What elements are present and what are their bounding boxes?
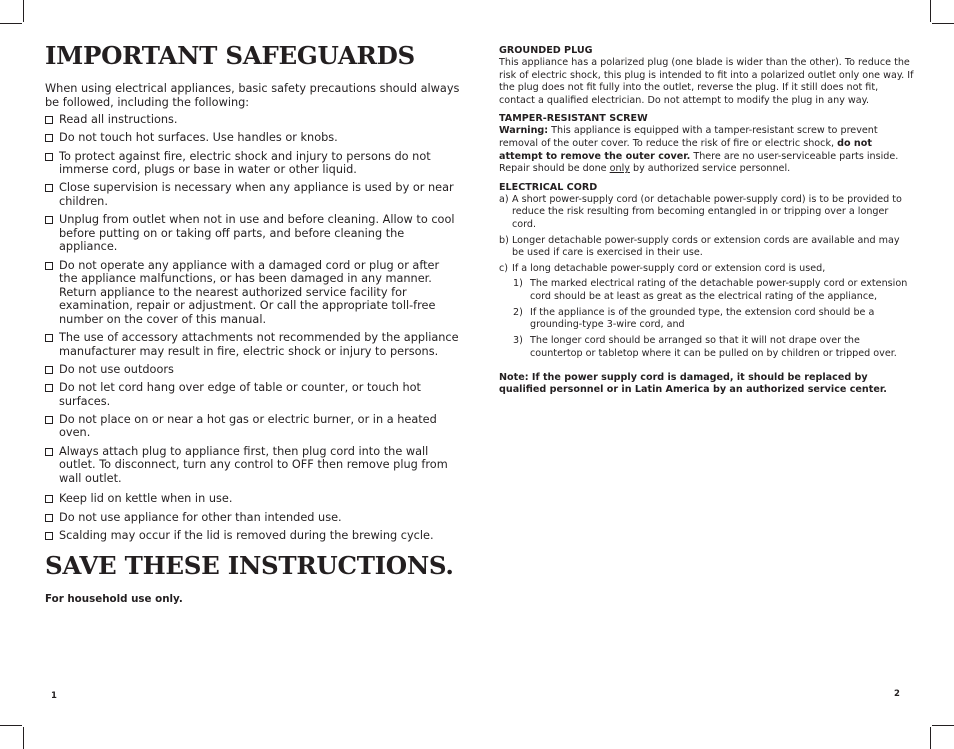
list-item: Always attach plug to appliance first, then plug cord into the wall outlet. To disconnect, turn any control to OFF then remove plug from wall outlet. — [45, 445, 460, 486]
checkbox-icon — [45, 134, 53, 142]
list-item: To protect against fire, electric shock and injury to persons do not immerse cord, plugs or base in water or other liquid. — [45, 150, 460, 177]
list-item: Close supervision is necessary when any appliance is used by or near children. — [45, 181, 460, 208]
checkbox-icon — [45, 532, 53, 540]
page-number-right: 2 — [894, 689, 900, 699]
cord-list — [499, 194, 914, 276]
checkbox-icon — [45, 184, 53, 192]
crop-mark-bottom-left-v — [23, 727, 24, 749]
list-item: 2) If the appliance is of the grounded type, the extension cord should be a grounding-type 3-wire cord, and — [513, 306, 875, 331]
checkbox-icon — [45, 495, 53, 503]
safeguards-title: IMPORTANT SAFEGUARDS — [45, 41, 415, 70]
list-item: Keep lid on kettle when in use. — [45, 492, 460, 506]
crop-mark-top-right-v — [930, 0, 931, 22]
list-item: 1) The marked electrical rating of the detachable power-supply cord or extension cord should be at least as great as the electrical rating of the appliance, — [513, 278, 908, 302]
safeguards-intro: When using electrical appliances, basic safety precautions should always be followed, including the following: — [45, 82, 460, 109]
checkbox-icon — [45, 216, 53, 224]
tamper-screw-title: TAMPER-RESISTANT SCREW — [499, 113, 648, 125]
electrical-cord-title: ELECTRICAL CORD — [499, 181, 598, 193]
list-item: Do not use outdoors — [45, 363, 460, 377]
crop-mark-bottom-right-h — [932, 725, 954, 726]
left-page — [45, 40, 460, 605]
checkbox-icon — [45, 416, 53, 424]
crop-mark-top-right-h — [932, 23, 954, 24]
list-item: Do not place on or near a hot gas or electric burner, or in a heated oven. — [45, 413, 460, 440]
checkbox-icon — [45, 116, 53, 124]
list-item: Unplug from outlet when not in use and before cleaning. Allow to cool before putting on or taking off parts, and before cleaning the appliance. — [45, 213, 460, 254]
crop-mark-bottom-right-v — [930, 727, 931, 749]
tamper-bold-warning: do not attempt to remove the outer cover. — [499, 137, 872, 162]
crop-mark-bottom-left-h — [0, 725, 22, 726]
page-number-left: 1 — [51, 691, 57, 701]
list-item: Scalding may occur if the lid is removed during the brewing cycle. — [45, 529, 460, 543]
crop-mark-top-left-v — [23, 0, 24, 22]
underlined-only: only — [609, 163, 630, 175]
crop-mark-top-left-h — [0, 23, 22, 24]
list-item: 3) The longer cord should be arranged so that it will not drape over the countertop or tabletop where it can be pulled on by children or tripped over. — [513, 335, 897, 360]
list-item: Do not use appliance for other than intended use. — [45, 511, 460, 525]
grounded-plug-title: GROUNDED PLUG — [499, 45, 593, 56]
grounded-plug-text: This appliance has a polarized plug (one blade is wider than the other). To reduce the risk of electric shock, this plug is intended to fit into a polarized outlet only one way. If the plug does not fit fully into the outlet, reverse the plug. If it still does not fit, contact a qualified electrician. Do not attempt to modify the plug in any way. — [499, 57, 914, 106]
checkbox-icon — [45, 514, 53, 522]
list-item: Do not let cord hang over edge of table or counter, or touch hot surfaces. — [45, 381, 460, 408]
safeguards-list — [45, 113, 460, 542]
checkbox-icon — [45, 153, 53, 161]
checkbox-icon — [45, 262, 53, 270]
checkbox-icon — [45, 334, 53, 342]
list-item: a) A short power-supply cord (or detachable power-supply cord) is to be provided to reduce the risk resulting from becoming entangled in or tripping over a longer cord. — [499, 193, 902, 230]
cord-sublist — [511, 278, 914, 360]
list-item: b) Longer detachable power-supply cords or extension cords are available and may be used if care is exercised in their use. — [499, 234, 900, 259]
warning-label: Warning: — [499, 125, 549, 137]
list-item: Read all instructions. — [45, 113, 460, 127]
checkbox-icon — [45, 366, 53, 374]
checkbox-icon — [45, 384, 53, 392]
tamper-screw-text: Warning: This appliance is equipped with a tamper-resistant screw to prevent removal of the outer cover. To reduce the risk of fire or electric shock, do not attempt to remove the outer cover. There are no user-serviceable parts inside. Repair should be done only by authorized service personnel. — [499, 125, 899, 175]
cord-damage-note: Note: If the power supply cord is damaged, it should be replaced by qualified personnel or in Latin America by an authorized service center. — [499, 371, 887, 396]
list-item: Do not touch hot surfaces. Use handles or knobs. — [45, 131, 460, 145]
list-item: Do not operate any appliance with a damaged cord or plug or after the appliance malfunctions, or has been damaged in any manner. Return appliance to the nearest authorized service facility for examination, repair or adjustment. Or call the appropriate toll-free number on the cover of this manual. — [45, 259, 460, 327]
list-item: c) If a long detachable power-supply cord or extension cord is used, — [499, 262, 826, 274]
checkbox-icon — [45, 448, 53, 456]
right-page — [499, 45, 914, 397]
household-use-note: For household use only. — [45, 593, 183, 606]
save-instructions-title: SAVE THESE INSTRUCTIONS. — [45, 551, 454, 581]
list-item: The use of accessory attachments not recommended by the appliance manufacturer may result in fire, electric shock or injury to persons. — [45, 331, 460, 358]
